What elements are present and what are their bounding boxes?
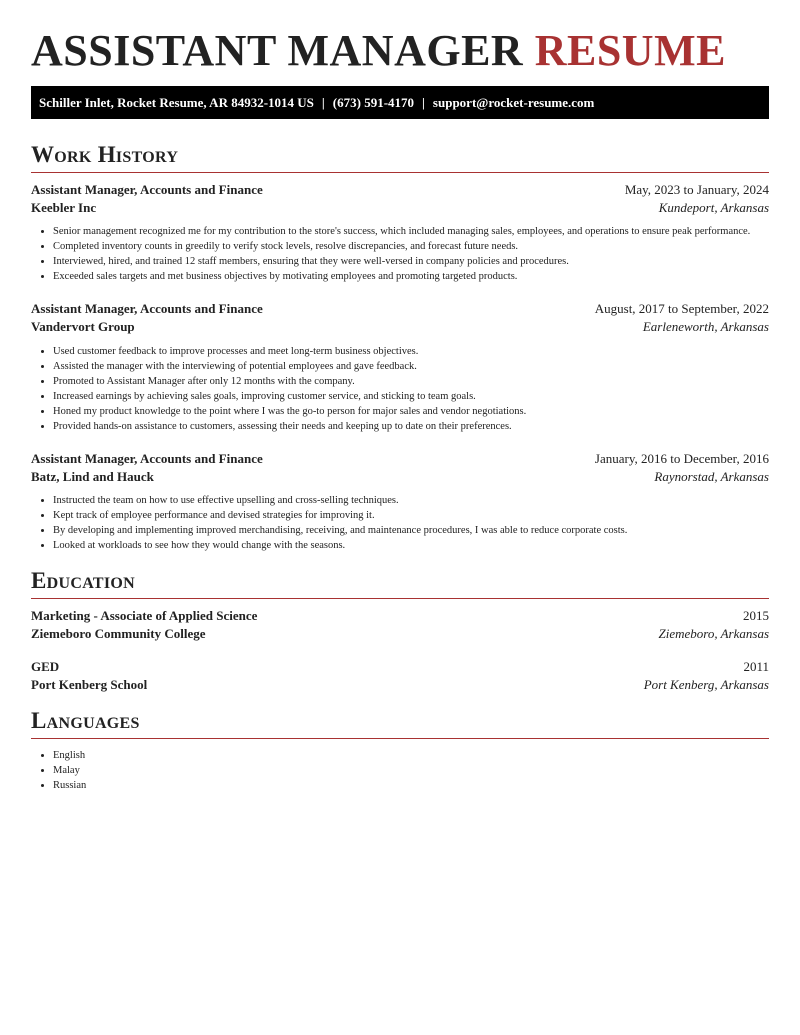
job-title: Assistant Manager, Accounts and Finance (31, 451, 263, 466)
job-entry (31, 300, 769, 336)
language-list (31, 748, 791, 793)
section-heading-languages: Languages (31, 708, 140, 733)
education-entry (31, 607, 769, 643)
job-location: Earleneworth, Arkansas (642, 319, 769, 334)
education-entry (31, 658, 769, 694)
education-year: 2015 (743, 608, 769, 623)
job-bullet: • Honed my product knowledge to the point where I was the go-to person for major sales and vendor negotiations. (53, 404, 791, 419)
section-heading-education: Education (31, 568, 135, 593)
job-bullets (31, 493, 791, 553)
job-bullets (31, 344, 791, 434)
job-company: Keebler Inc (31, 200, 97, 215)
language-item: • Malay (53, 763, 791, 778)
section-divider (31, 598, 769, 599)
job-location: Kundeport, Arkansas (658, 200, 769, 215)
resume-title (31, 26, 726, 76)
job-bullet: • Kept track of employee performance and devised strategies for improving it. (53, 508, 791, 523)
contact-bar (31, 86, 769, 119)
job-bullet: • Senior management recognized me for my contribution to the store's success, which included managing sales, employees, and operations to ensure peak performance. (53, 224, 791, 239)
contact-email[interactable]: support@rocket-resume.com (432, 94, 595, 110)
education-location: Ziemeboro, Arkansas (658, 626, 769, 641)
education-degree: GED (31, 659, 60, 674)
job-bullet: • Completed inventory counts in greedily to verify stock levels, resolve discrepancies, and forecast future needs. (53, 239, 791, 254)
education-location: Port Kenberg, Arkansas (643, 677, 769, 692)
education-year: 2011 (743, 659, 769, 674)
section-divider (31, 738, 769, 739)
title-accent: RESUME (534, 26, 726, 75)
section-divider (31, 172, 769, 173)
title-main: ASSISTANT MANAGER (31, 26, 524, 75)
job-bullet: • Exceeded sales targets and met business objectives by motivating employees and promoting targeted products. (53, 269, 791, 284)
job-title: Assistant Manager, Accounts and Finance (31, 301, 263, 316)
contact-separator: | (422, 94, 425, 110)
job-title: Assistant Manager, Accounts and Finance (31, 182, 263, 197)
language-item: • Russian (53, 778, 791, 793)
job-bullet: • Increased earnings by achieving sales goals, improving customer service, and sticking to team goals. (53, 389, 791, 404)
job-dates: August, 2017 to September, 2022 (594, 301, 769, 316)
job-company: Batz, Lind and Hauck (31, 469, 154, 484)
job-bullet: • Instructed the team on how to use effective upselling and cross-selling techniques. (53, 493, 791, 508)
job-bullet: • By developing and implementing improved merchandising, receiving, and maintenance procedures, I was able to reduce corporate costs. (53, 523, 791, 538)
education-school: Port Kenberg School (31, 677, 148, 692)
job-bullet: • Assisted the manager with the interviewing of potential employees and gave feedback. (53, 359, 791, 374)
job-entry (31, 181, 769, 217)
contact-separator: | (321, 94, 325, 110)
job-bullet: • Looked at workloads to see how they would change with the seasons. (53, 538, 791, 553)
job-bullets (31, 224, 791, 284)
job-location: Raynorstad, Arkansas (654, 469, 769, 484)
education-school: Ziemeboro Community College (31, 626, 206, 641)
job-bullet: • Provided hands-on assistance to customers, assessing their needs and keeping up to date on their preferences. (53, 419, 791, 434)
job-dates: January, 2016 to December, 2016 (594, 451, 769, 466)
contact-phone[interactable]: (673) 591-4170 (332, 94, 415, 110)
job-bullet: • Promoted to Assistant Manager after only 12 months with the company. (53, 374, 791, 389)
language-item: • English (53, 748, 791, 763)
job-entry (31, 450, 769, 486)
job-dates: May, 2023 to January, 2024 (624, 182, 769, 197)
job-bullet: • Interviewed, hired, and trained 12 staff members, ensuring that they were well-versed in company policies and procedures. (53, 254, 791, 269)
education-degree: Marketing - Associate of Applied Science (31, 608, 258, 623)
job-company: Vandervort Group (31, 319, 135, 334)
contact-address: Schiller Inlet, Rocket Resume, AR 84932-1014 US (39, 94, 314, 110)
section-heading-work-history: Work History (31, 142, 179, 167)
job-bullet: • Used customer feedback to improve processes and meet long-term business objectives. (53, 344, 791, 359)
